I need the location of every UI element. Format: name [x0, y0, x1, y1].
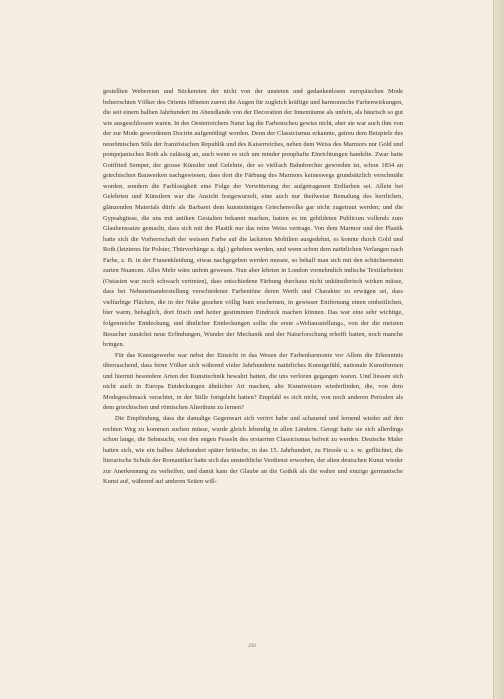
paragraph-2: Für das Kunstgewerbe war nebst der Einsicht in das Wesen der Farbenharmonie vor Allem die Erkenntnis überraschend, dass ferne Völker sich während vieler Jahrhunderte natürliches Kunstgefühl, nationale Kunstformen und hiermit besondere Arten der Kunsttechnik bewahrt hatten, die uns verloren gegangen waren. Und liessen sich nicht auch in Europa Entdeckungen ähnlicher Art machen, alte Kunstweisen wiederfinden, die, von dem Modegeschmack verachtet, in der Stille fortgelebt hatten? Empfahl es sich nicht, von noch anderen Perioden als dem griechischen und römischen Alterthum zu lernen? [103, 351, 403, 412]
paragraph-3: Die Empfindung, dass die damalige Gegenwart sich verirrt habe und schauend und lernend wieder auf den rechten Weg zu kommen suchen müsse, wurde gleich lebendig in allen Ländern. Geregt hatte sie sich allerdings schon lange, die Sehnsucht, von den engen Fesseln des erstarrten Classicismus befreit zu werden. Deutsche Maler hatten sich, wie ein halbes Jahrhundert später britische, in das 15. Jahrhundert, zu Fiesole u. s. w. geflüchtet, die literarische Schule der Romantiker hatte sich das unsterbliche Verdienst erworben, der alten deutschen Kunst wieder zur Anerkennung zu verhelfen, und damit kam der Glaube an die Gothik als die wahre und einzige germanische Kunst auf, während auf anderen Seiten will- [103, 414, 403, 486]
page-edge [493, 0, 504, 699]
body-text [103, 87, 403, 488]
page-number: 250 [248, 644, 256, 649]
paragraph-1: gestellten Webereien und Stickereien der nicht von der unsteten und gedankenlosen europäischen Mode beherrschten Völker des Orients öffneten zuerst die Augen für zugleich kräftige und harmonische Farbenwirkungen, die seit einem halben Jahrhundert im Abendlande von der Decoration der Innenräume als unfein, als bäurisch so gut wie ausgeschlossen waren. In des Oesterreichers Natur lag die Farbenscheu gewiss nicht, aber sie war auch ihm von der zur Mode gewordenen Doctrin aufgenöthigt worden. Denn der Classicismus erkannte, getreu dem Beispiele des neurömischen Stils der französischen Republik und des Kaiserreiches, neben dem Weiss des Marmors nur Gold und pompejanisches Roth als zulässig an, auch wenn es sich um minder pomphafte Einrichtungen handelte. Zwar hatte Gottfried Semper, der grosse Künstler und Gelehrte, der so vielfach Bahnbrecher geworden ist, schon 1834 an griechischen Bauwerken nachgewiesen, dass dort die Färbung des Marmors keineswegs grundsätzlich verschmäht worden, sondern die Farblosigkeit eine Folge der Verwitterung der aufgetragenen Erdfarben sei. Allein bei Gelehrten und Künstlern war die Ansicht festgewurzelt, eine auch nur theilweise Bemalung des herrlichen, glänzenden Materials dürfe als Barbarei dem kunstsinnigen Griechenvolke gar nicht zugetraut werden; und die Gypsabgüsse, die uns mit antiken Gestalten bekannt machen, hatten es im gebildeten Publicum vollends zum Glaubenssatze gemacht, dass sich mit der Plastik nur das reine Weiss vertrage. Von dem Marmor und der Plastik hatte sich die Vorherrschaft der weissen Farbe auf die lackirten Mobilien ausgedehnt, es konnte durch Gold und Roth (letzteres für Polster, Thürvorhänge u. dgl.) gehoben werden, und wenn schon dem natürlichen Verlangen nach Farbe, z. B. in der Frauenkleidung, etwas nachgegeben werden musste, so behalf man sich mit den schüchternsten zarten Nuancen. Alles Mehr wäre unfein gewesen. Nun aber lehrten in London vornehmlich indische Textilarbeiten (Ostasien war noch schwach vertreten), dass entschiedene Färbung durchaus nicht unkünstlerisch wirken müsse, dass bei Nebeneinanderstellung verschiedener Farbentöne deren Werth und Charakter zu erwägen sei, dass vielfarbige Flächen, die in der Nähe gesehen völlig bunt erscheinen, in gewisser Entfernung einen einheitlichen, hier warm, behaglich, dort frisch und heiter gestimmten Eindruck machen können. Das war eine sehr wichtige, folgenreiche Entdeckung, und ähnlicher Entdeckungen sollte die erste »Weltausstellung«, von der die meisten Besucher zunächst neue Erfindungen, Wunder der Mechanik und der Naturforschung erhofft hatten, noch manche bringen. [103, 88, 403, 349]
